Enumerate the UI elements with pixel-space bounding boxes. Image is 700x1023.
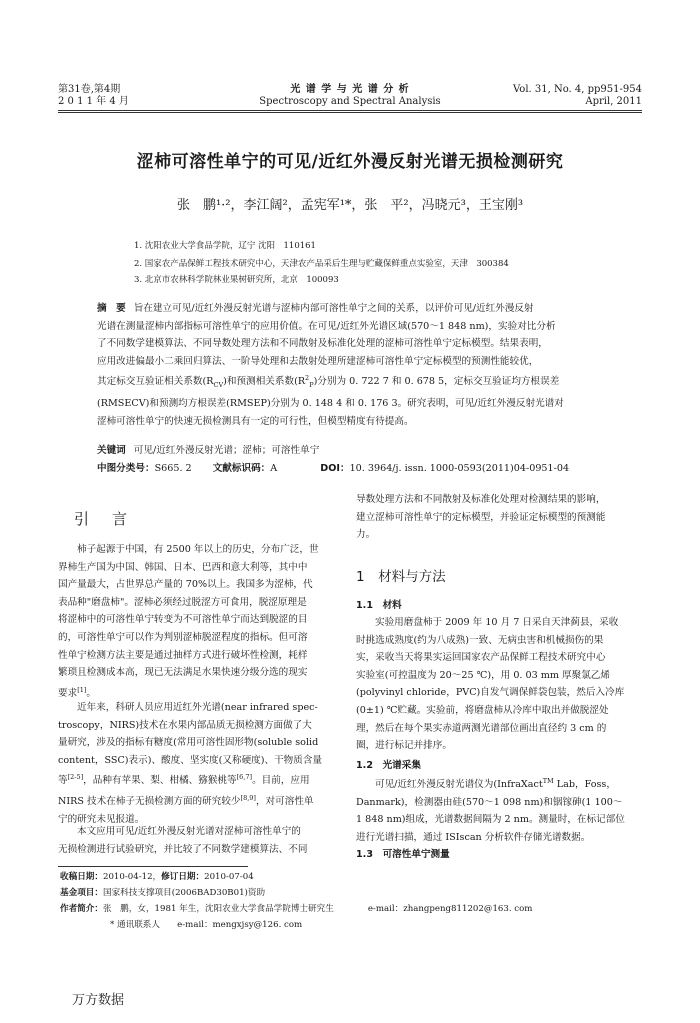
keywords: [97, 442, 319, 456]
intro-line: content，SSC)表示)、酸度、坚实度(又称硬度)、干物质含量: [58, 754, 323, 766]
intro-heading: 引 言: [74, 510, 132, 528]
header-date: 2 0 1 1 年 4 月: [58, 96, 129, 107]
footnote-dates: [60, 869, 640, 885]
spectra-line: [356, 773, 642, 794]
materials-line: 实验用磨盘柿于 2009 年 10 月 7 日采自天津蓟县，采收: [375, 617, 619, 628]
intro-text: ，: [83, 775, 93, 787]
revised-label: 修订日期：: [161, 872, 205, 882]
superscript-2: 2: [305, 374, 310, 383]
trademark: TM: [542, 777, 554, 785]
keywords-text: 可见/近红外漫反射光谱；涩柿；可溶性单宁: [133, 445, 320, 456]
spectra-line: 进行光谱扫描，通过 ISIscan 分析软件存储光谱数据。: [356, 831, 591, 843]
paper-authors: 张 鹏¹·²，李江阔²，孟宪军¹*，张 平²，冯晓元³，王宝刚³: [176, 198, 524, 213]
classification-line: [97, 460, 617, 474]
subscript-p: P: [309, 381, 314, 390]
clc-label: 中图分类号：: [97, 463, 155, 474]
materials-line: 实，采收当天将果实运回国家农产品保鲜工程技术研究中心: [356, 652, 606, 664]
abstract-text: )和预测相关系数(R: [223, 376, 306, 388]
spectra-line: Danmark)，检测器由硅(570～1 098 nm)和铟镓砷(1 100～: [356, 796, 623, 808]
affiliation-1: 1. 沈阳农业大学食品学院，辽宁 沈阳 110161: [134, 241, 316, 251]
subscript-cv: CV: [213, 381, 224, 390]
doi-label: DOI：: [320, 463, 350, 474]
abstract-line: 涩柿可溶性单宁的快速无损检测具有一定的可行性，但模型精度有待提高。: [97, 415, 414, 427]
author-email: e-mail：zhangpeng811202@163. com: [367, 904, 533, 914]
materials-line: 圈，进行标记并排序。: [356, 740, 452, 752]
affiliation-2: 2. 国家农产品保鲜工程技术研究中心，天津农产品采后生理与贮藏保鲜重点实验室，天津 300384: [134, 259, 509, 269]
intro-line: 本文应用可见/近红外漫反射光谱对涩柿可溶性单宁的: [77, 826, 301, 837]
footnote-rule: [58, 866, 248, 867]
author-label: 作者简介：: [60, 904, 103, 914]
intro-line: 繁琐且检测成本高，现已无法满足水果快速分级分选的现实: [58, 667, 308, 679]
spectra-paragraph: [356, 773, 642, 847]
intro-line: 宁的研究未见报道。: [58, 813, 145, 825]
keywords-label: 关键词: [97, 445, 126, 456]
doc-code-label: 文献标识码：: [212, 463, 271, 474]
header-pages: [513, 84, 642, 108]
doi-value: 10. 3964/j. issn. 1000-0593(2011)04-0951-04: [349, 463, 570, 474]
paper-title: 涩柿可溶性单宁的可见/近红外漫反射光谱无损检测研究: [136, 152, 564, 172]
section-1-heading: 1 材料与方法: [356, 569, 446, 585]
spectra-text: 可见/近红外漫反射光谱仪为(InfraXact: [375, 779, 543, 791]
materials-line: 实验室(可控温度为 20～25 ℃)，用 0. 03 mm 厚聚氯乙烯: [356, 669, 610, 681]
affiliation-3: 3. 北京市农林科学院林业果树研究所，北京 100093: [134, 275, 339, 285]
intro-line: 近年来，科研人员应用近红外光谱(near infrared spec-: [77, 702, 318, 713]
clc-value: S665. 2: [154, 463, 192, 474]
revised-date: 2010-07-04: [204, 872, 254, 882]
header-vol-pages: Vol. 31, No. 4, pp951-954: [513, 84, 642, 95]
header-volume-issue: 第31卷,第4期: [58, 84, 121, 95]
intro-line: 量研究，涉及的指标有糖度(常用可溶性固形物(soluble solid: [58, 737, 319, 749]
intro-line: 的，可溶性单宁可以作为判别涩柿脱涩程度的指标。但可溶: [58, 631, 308, 643]
intro-line: 将涩柿中的可溶性单宁转变为不可溶性单宁而达到脱涩的目: [58, 614, 308, 626]
intro-text: NIRS 技术在柿子无损检测方面的研究较少: [58, 796, 241, 808]
header-month: April, 2011: [585, 96, 642, 107]
header-volume: [58, 84, 129, 108]
journal-name-en: Spectroscopy and Spectral Analysis: [259, 96, 441, 107]
intro-line: 表品种"磨盘柿"。涩柿必须经过脱涩方可食用，脱涩原理是: [58, 596, 307, 608]
intro-line: 导数处理方法和不同散射及标准化处理对检测结果的影响，: [356, 494, 606, 505]
footnote-corresponding: * 通讯联系人 e-mail：mengxjsy@126. com: [110, 920, 303, 930]
intro-line: [58, 790, 344, 811]
subsection-1-3-heading: 1.3 可溶性单宁测量: [356, 849, 450, 860]
spectra-line: 1 848 nm)组成，光谱数据间隔为 2 nm。测量时，在标记部位: [356, 814, 625, 826]
abstract-line: [97, 300, 602, 318]
abstract-label: 摘 要: [97, 303, 126, 314]
intro-line: 国产量最大，占世界总产量的 70%以上。我国多为涩柿，代: [58, 579, 313, 591]
footnote-author: [60, 901, 640, 917]
author-bio: 张 鹏，女，1981 年生，沈阳农业大学食品学院博士研究生: [102, 904, 334, 914]
intro-text: 品种有苹果、梨、柑橘、猕猴桃等: [92, 775, 237, 787]
intro-line: troscopy，NIRS)技术在水果内部品质无损检测方面做了大: [58, 719, 312, 731]
citation: [1]: [77, 685, 87, 694]
materials-paragraph: [356, 614, 642, 755]
abstract: [97, 300, 602, 430]
citation: [8,9]: [240, 794, 256, 803]
footnote-fund: [60, 885, 640, 901]
materials-line: (polyvinyl chloride，PVC)自发气调保鲜袋包装，然后入冷库: [356, 687, 625, 699]
abstract-line: 了不同数学建模算法、不同导数处理方法和不同散射及标准化处理的涩柿可溶性单宁定标模型。结果表明，: [97, 338, 548, 350]
intro-line: 无损检测进行试验研究，并比较了不同数学建模算法、不同: [58, 843, 308, 855]
intro-line: [58, 769, 344, 790]
intro-paragraph-2: [58, 699, 344, 829]
header-rule-top: [58, 110, 642, 111]
abstract-text: )分别为 0. 722 7 和 0. 678 5，定标交互验证均方根误差: [313, 376, 560, 388]
abstract-text: 旨在建立可见/近红外漫反射光谱与涩柿内部可溶性单宁之间的关系，以评价可见/近红外漫反射: [133, 303, 534, 314]
footnotes: [60, 869, 640, 933]
intro-paragraph-1: [58, 541, 344, 703]
citation: [2-5]: [67, 773, 84, 782]
intro-line: 柿子起源于中国，有 2500 年以上的历史，分布广泛，世: [77, 544, 319, 555]
spectra-text: Lab，Foss，: [553, 779, 616, 791]
abstract-line: [97, 370, 602, 395]
abstract-line: (RMSECV)和预测均方根误差(RMSEP)分别为 0. 148 4 和 0. 176 3。研究表明，可见/近红外漫反射光谱对: [97, 398, 564, 410]
intro-paragraph-3: [58, 823, 344, 858]
subsection-1-2-heading: 1.2 光谱采集: [356, 760, 421, 771]
intro-line: 建立涩柿可溶性单宁的定标模型，并验证定标模型的预测能: [356, 511, 606, 523]
received-date: 2010-04-12，: [102, 872, 162, 882]
journal-name-cn: 光 谱 学 与 光 谱 分 析: [290, 84, 410, 95]
intro-line: 界柿生产国为中国、韩国、日本、巴西和意大利等，其中中: [58, 561, 308, 573]
intro-text: ，对可溶性单: [255, 796, 314, 808]
intro-text: 等: [58, 775, 68, 787]
header-rule-bottom: [58, 112, 642, 113]
abstract-line: 光谱在测量涩柿内部指标可溶性单宁的应用价值。在可见/近红外光谱区域(570～1 848 nm)，实验对比分析: [97, 320, 556, 332]
intro-text: 要求: [58, 687, 78, 699]
materials-line: (0±1) ℃贮藏。实验前，将磨盘柿从冷库中取出并做脱涩处: [356, 704, 609, 716]
intro-line: 要求[1]。: [58, 685, 96, 699]
watermark-wanfang: 万方数据: [72, 993, 125, 1008]
header-journal: [200, 84, 500, 108]
received-label: 收稿日期：: [60, 872, 103, 882]
subsection-1-1-heading: 1.1 材料: [356, 600, 402, 611]
materials-line: 理，然后在每个果实赤道两测光谱部位画出直径约 3 cm 的: [356, 722, 607, 734]
citation: [6,7]: [236, 773, 253, 782]
fund-label: 基金项目：: [60, 888, 103, 898]
abstract-line: 应用改进偏最小二乘回归算法、一阶导处理和去散射处理所建涩柿可溶性单宁定标模型的预测性能较优，: [97, 355, 539, 367]
abstract-text: 其定标交互验证相关系数(R: [97, 376, 214, 388]
right-column-intro-continued: [356, 491, 642, 544]
doc-code-value: A: [270, 463, 278, 474]
intro-text: 。目前，应用: [252, 775, 310, 787]
intro-line: 性单宁检测方法主要是通过抽样方式进行破坏性检测，耗样: [58, 649, 308, 661]
fund-text: 国家科技支撑项目(2006BAD30B01)资助: [102, 888, 266, 898]
materials-line: 时挑选成熟度(约为八成熟)一致、无病虫害和机械损伤的果: [356, 634, 604, 646]
intro-line: 力。: [356, 529, 376, 541]
